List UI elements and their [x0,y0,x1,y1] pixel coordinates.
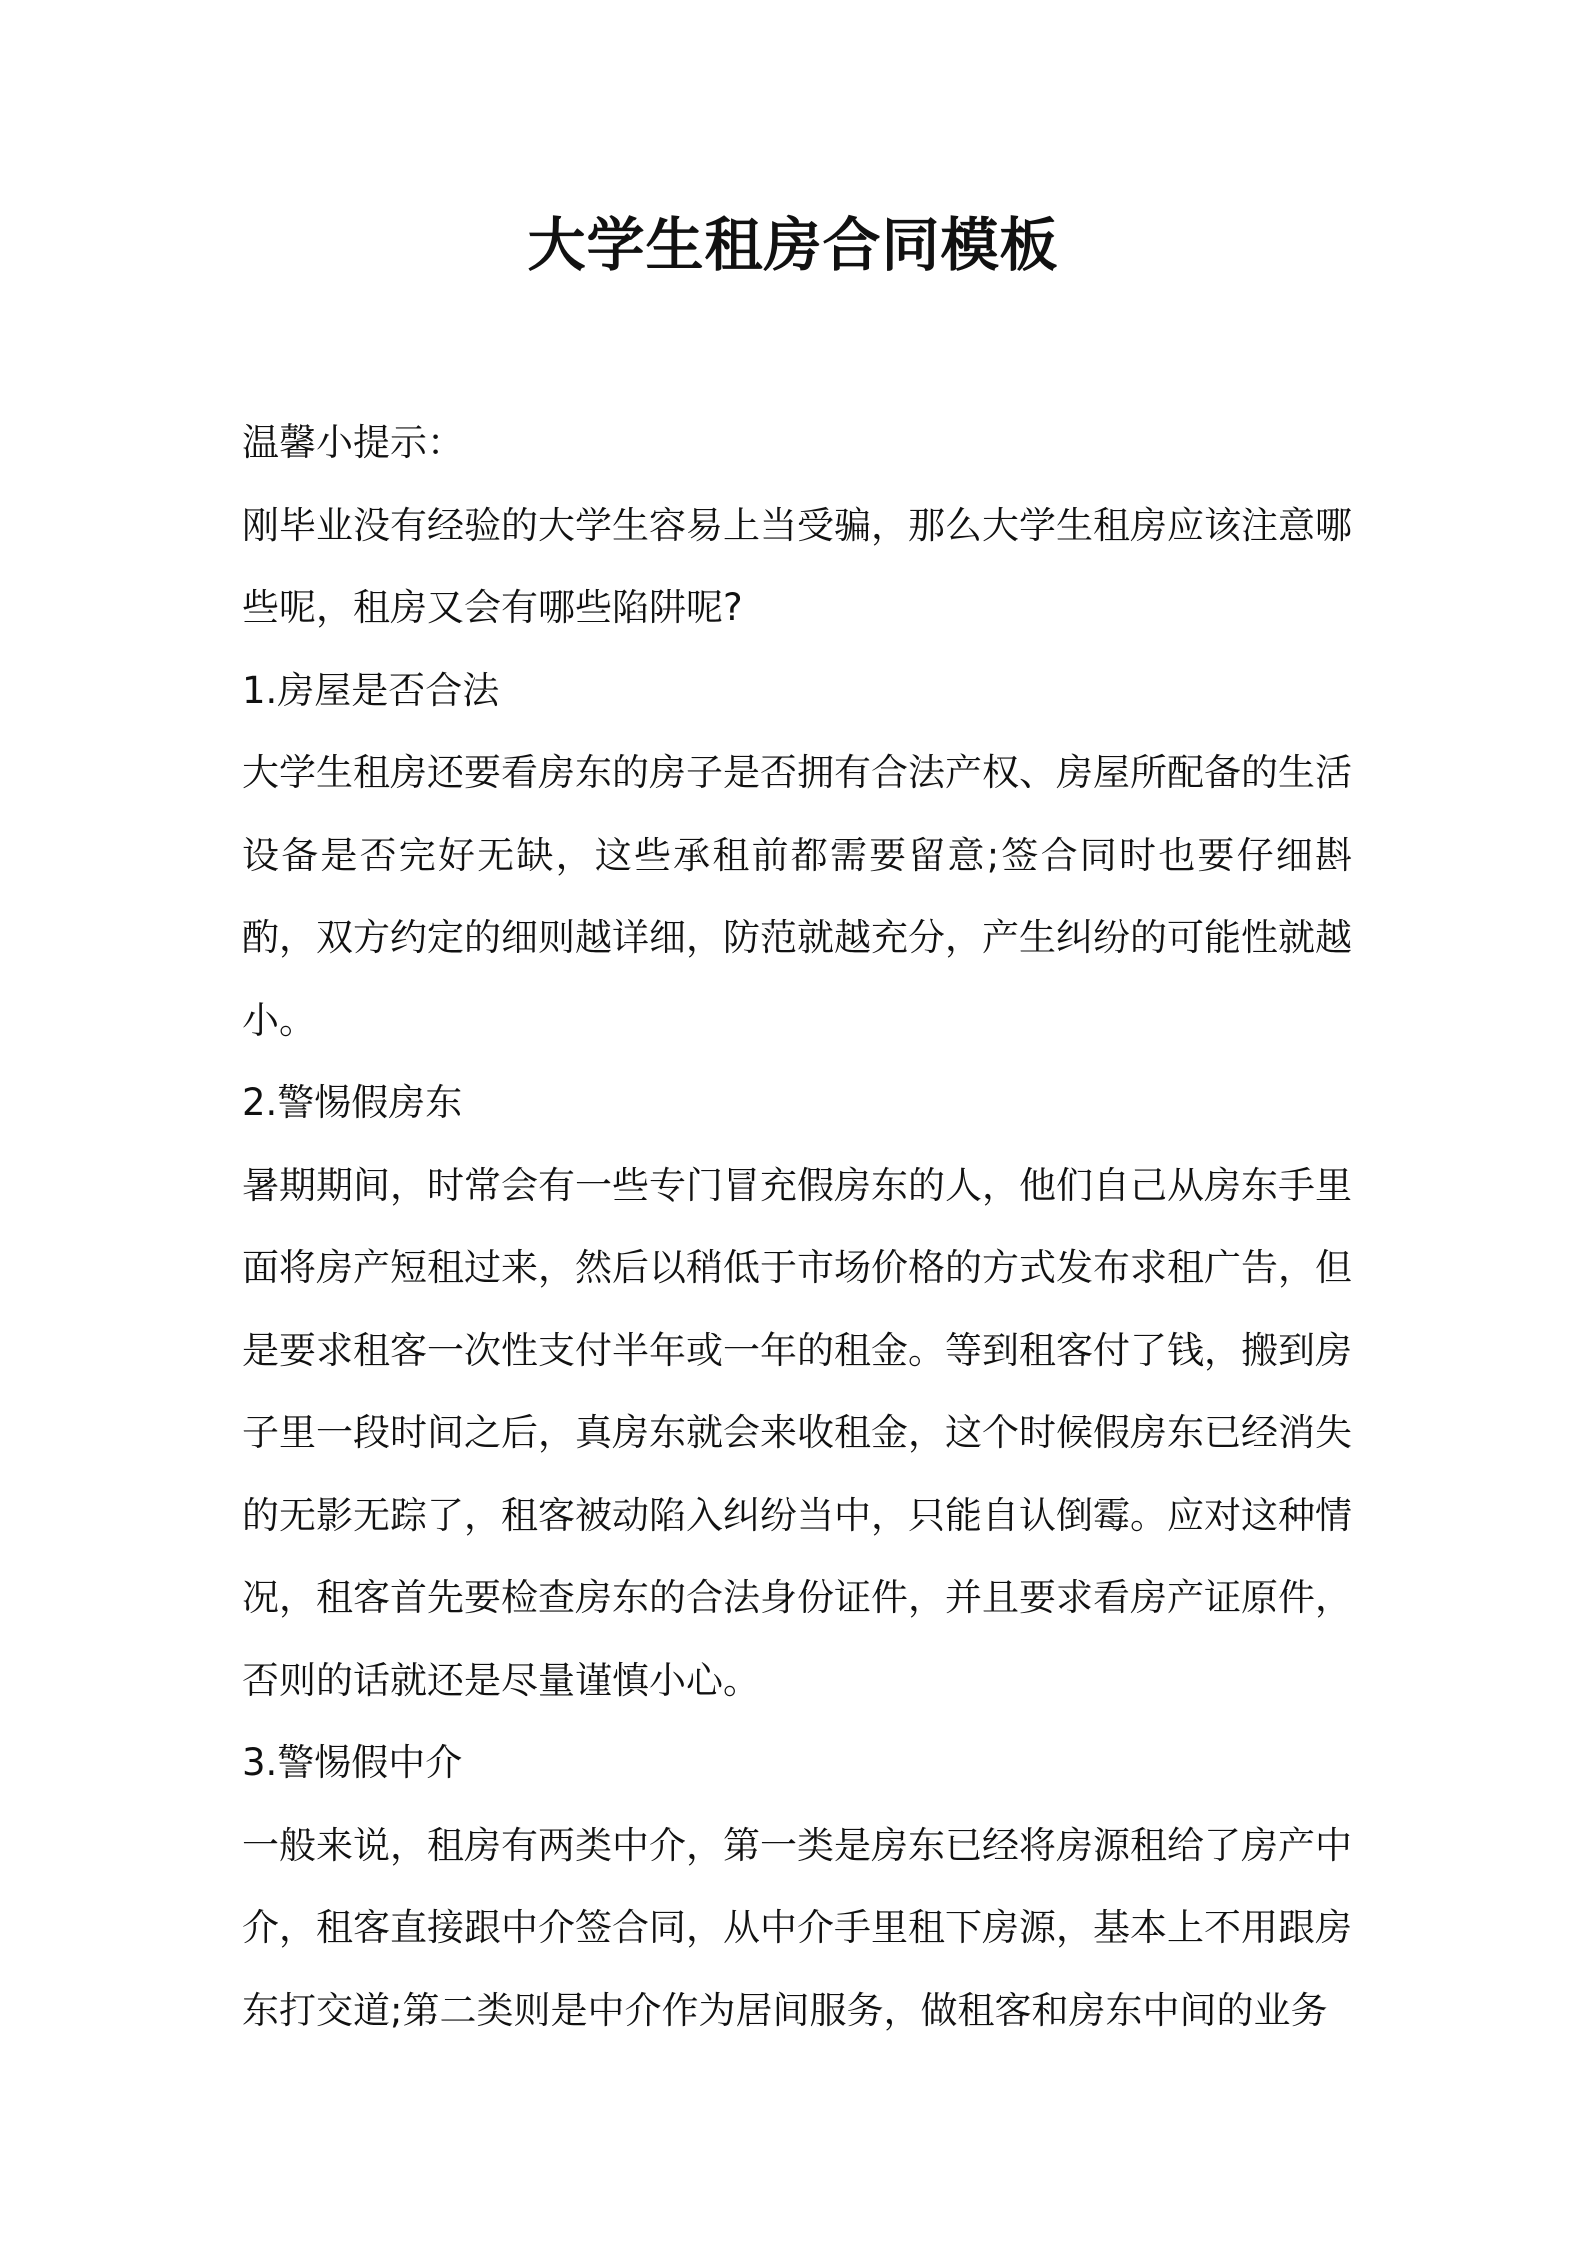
section-heading-2: 2.警惕假房东 [242,1081,463,1124]
section-paragraph-1: 大学生租房还要看房东的房子是否拥有合法产权、房屋所配备的生活设备是否完好无缺，这些承租前都需要留意;签合同时也要仔细斟酌，双方约定的细则越详细，防范就越充分，产生纠纷的可能性就越小。 [242,751,1352,1042]
section-heading-1: 1.房屋是否合法 [242,668,500,712]
section-paragraph-2: 暑期期间，时常会有一些专门冒充假房东的人，他们自己从房东手里面将房产短租过来，然后以稍低于市场价格的方式发布求租广告，但是要求租客一次性支付半年或一年的租金。等到租客付了钱，搬到房子里一段时间之后，真房东就会来收租金，这个时候假房东已经消失的无影无踪了，租客被动陷入纠纷当中，只能自认倒霉。应对这种情况，租客首先要检查房东的合法身份证件，并且要求看房产证原件，否则的话就还是尽量谨慎小心。 [242,1163,1352,1702]
intro-paragraph: 刚毕业没有经验的大学生容易上当受骗，那么大学生租房应该注意哪些呢，租房又会有哪些陷阱呢? [242,503,1352,629]
section-paragraph-3: 一般来说，租房有两类中介，第一类是房东已经将房源租给了房产中介，租客直接跟中介签合同，从中介手里租下房源，基本上不用跟房东打交道;第二类则是中介作为居间服务，做租客和房东中间的业务 [242,1823,1352,2032]
section-heading-3: 3.警惕假中介 [242,1741,463,1784]
document-body [242,402,1352,2052]
document-title: 大学生租房合同模板 [527,211,1059,279]
tip-heading: 温馨小提示： [242,421,464,464]
